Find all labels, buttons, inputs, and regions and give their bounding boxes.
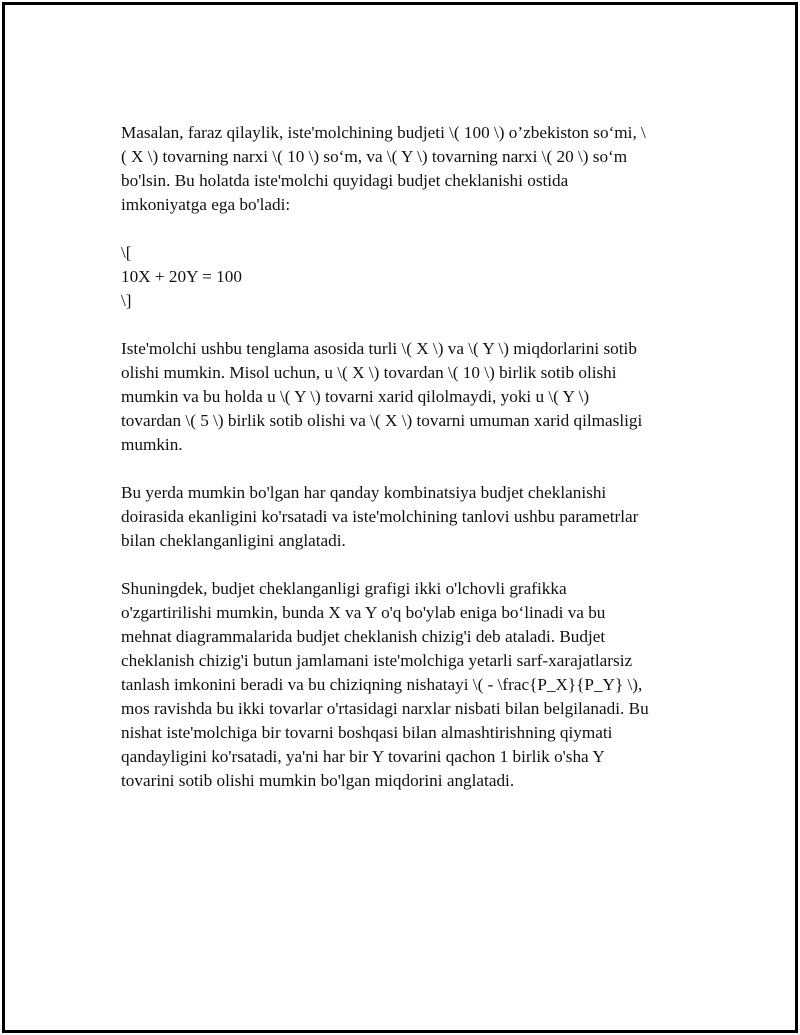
equation-budget-constraint: \[ 10X + 20Y = 100 \] — [121, 243, 242, 310]
page-frame — [2, 2, 798, 1033]
paragraph-budget-line: Shuningdek, budjet cheklanganligi grafigi ikki o'lchovli grafikka o'zgartirilishi mumkin, bunda X va Y o'q bo'ylab eniga bo‘linadi va bu mehnat diagrammalarida budjet cheklanish chizig'i deb ataladi. Budjet cheklanish chizig'i butun jamlamani iste'molchiga yetarli sarf-xarajatlarsiz tanlash imkonini beradi va bu chiziqning nishatayi \( - \frac{P_X}{P_Y} \), mos ravishda bu ikki tovarlar o'rtasidagi narxlar nisbati bilan belgilanadi. Bu nishat iste'molchiga bir tovarni boshqasi bilan almashtirishning qiymati qandayligini ko'rsatadi, ya'ni har bir Y tovarini qachon 1 birlik o'sha Y tovarini sotib olishi mumkin bo'lgan miqdorini anglatadi. — [121, 579, 649, 790]
paragraph-purchase-options: Iste'molchi ushbu tenglama asosida turli \( X \) va \( Y \) miqdorlarini sotib olishi mumkin. Misol uchun, u \( X \) tovardan \( 10 \) birlik sotib olishi mumkin va bu holda u \( Y \) tovarni xarid qilolmaydi, yoki u \( Y \) tovardan \( 5 \) birlik sotib olishi va \( X \) tovarni umuman xarid qilmasligi mumkin. — [121, 339, 643, 454]
document-body — [121, 121, 701, 793]
paragraph-budget-example: Masalan, faraz qilaylik, iste'molchining budjeti \( 100 \) o’zbekiston so‘mi, \ ( X \) tovarning narxi \( 10 \) so‘m, va \( Y \) tovarning narxi \( 20 \) so‘m bo'lsin. Bu holatda iste'molchi quyidagi budjet cheklanishi ostida imkoniyatga ega bo'ladi: — [121, 123, 646, 214]
paragraph-combinations: Bu yerda mumkin bo'lgan har qanday kombinatsiya budjet cheklanishi doirasida ekanligini ko'rsatadi va iste'molchining tanlovi ushbu parametrlar bilan cheklanganligini anglatadi. — [121, 483, 639, 550]
